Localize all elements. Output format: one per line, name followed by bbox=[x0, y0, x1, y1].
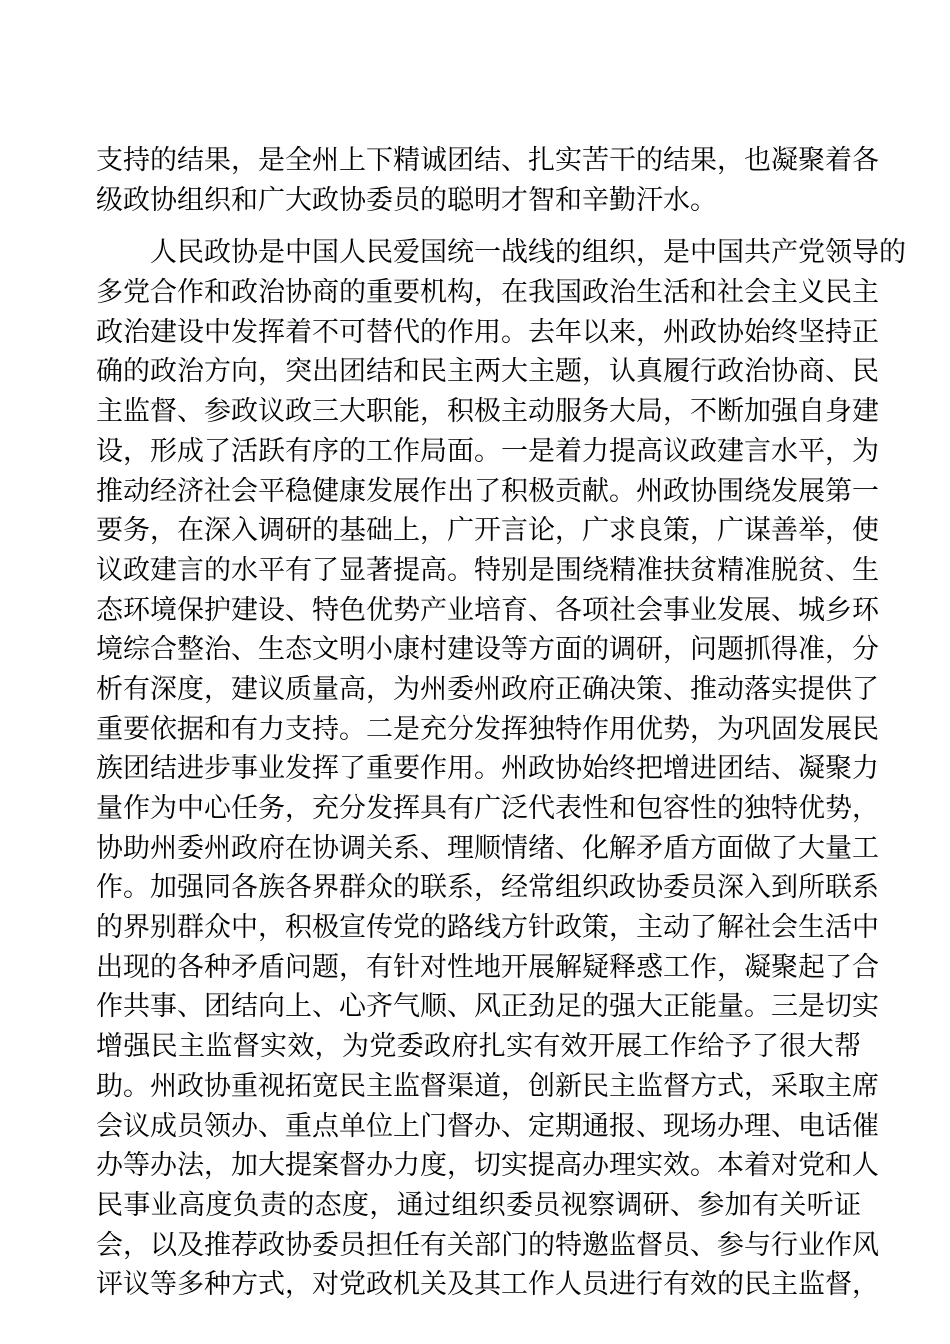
text-line: 政治建设中发挥着不可替代的作用。去年以来，州政协始终坚持正 bbox=[96, 316, 879, 348]
text-line: 作。加强同各族各界群众的联系，经常组织政协委员深入到所联系 bbox=[96, 872, 879, 904]
text-line: 会，以及推荐政协委员担任有关部门的特邀监督员、参与行业作风 bbox=[96, 1229, 879, 1261]
text-line: 级政协组织和广大政协委员的聪明才智和辛勤汗水。 bbox=[96, 184, 717, 216]
text-line: 的界别群众中，积极宣传党的路线方针政策，主动了解社会生活中 bbox=[96, 912, 879, 944]
text-line: 推动经济社会平稳健康发展作出了积极贡献。州政协围绕发展第一 bbox=[96, 475, 879, 507]
text-line: 议政建言的水平有了显著提高。特别是围绕精准扶贫精准脱贫、生 bbox=[96, 554, 879, 586]
text-line: 主监督、参政议政三大职能，积极主动服务大局，不断加强自身建 bbox=[96, 396, 879, 428]
text-line: 评议等多种方式，对党政机关及其工作人员进行有效的民主监督， bbox=[96, 1269, 879, 1301]
document-body bbox=[96, 141, 906, 1305]
text-line: 析有深度，建议质量高，为州委州政府正确决策、推动落实提供了 bbox=[96, 673, 879, 705]
text-line: 助。州政协重视拓宽民主监督渠道，创新民主监督方式，采取主席 bbox=[96, 1070, 879, 1102]
text-line: 民事业高度负责的态度，通过组织委员视察调研、参加有关听证 bbox=[96, 1189, 861, 1221]
text-line: 会议成员领办、重点单位上门督办、定期通报、现场办理、电话催 bbox=[96, 1110, 879, 1142]
text-line: 增强民主监督实效，为党委政府扎实有效开展工作给予了很大帮 bbox=[96, 1031, 861, 1063]
text-line: 要务，在深入调研的基础上，广开言论，广求良策，广谋善举，使 bbox=[96, 515, 879, 547]
paragraph-spacing bbox=[96, 220, 861, 233]
text-line: 设，形成了活跃有序的工作局面。一是着力提高议政建言水平，为 bbox=[96, 435, 879, 467]
text-line: 量作为中心任务，充分发挥具有广泛代表性和包容性的独特优势， bbox=[96, 793, 879, 824]
text-line: 重要依据和有力支持。二是充分发挥独特作用优势，为巩固发展民 bbox=[96, 713, 879, 745]
text-line: 支持的结果，是全州上下精诚团结、扎实苦干的结果，也凝聚着各 bbox=[96, 145, 879, 176]
text-line: 确的政治方向，突出团结和民主两大主题，认真履行政治协商、民 bbox=[96, 356, 879, 388]
text-line: 作共事、团结向上、心齐气顺、风正劲足的强大正能量。三是切实 bbox=[96, 991, 879, 1023]
text-line: 办等办法，加大提案督办力度，切实提高办理实效。本着对党和人 bbox=[96, 1150, 879, 1182]
text-line: 多党合作和政治协商的重要机构，在我国政治生活和社会主义民主 bbox=[96, 277, 879, 309]
text-line: 出现的各种矛盾问题，有针对性地开展解疑释惑工作，凝聚起了合 bbox=[96, 951, 879, 983]
text-line: 人民政协是中国人民爱国统一战线的组织，是中国共产党领导的 bbox=[150, 237, 906, 269]
paragraph-1 bbox=[96, 141, 879, 220]
text-line: 境综合整治、生态文明小康村建设等方面的调研，问题抓得准，分 bbox=[96, 634, 879, 666]
text-line: 族团结进步事业发挥了重要作用。州政协始终把增进团结、凝聚力 bbox=[96, 753, 879, 785]
paragraph-2 bbox=[96, 233, 906, 1305]
text-line: 态环境保护建设、特色优势产业培育、各项社会事业发展、城乡环 bbox=[96, 594, 879, 626]
text-line: 协助州委州政府在协调关系、理顺情绪、化解矛盾方面做了大量工 bbox=[96, 832, 879, 864]
